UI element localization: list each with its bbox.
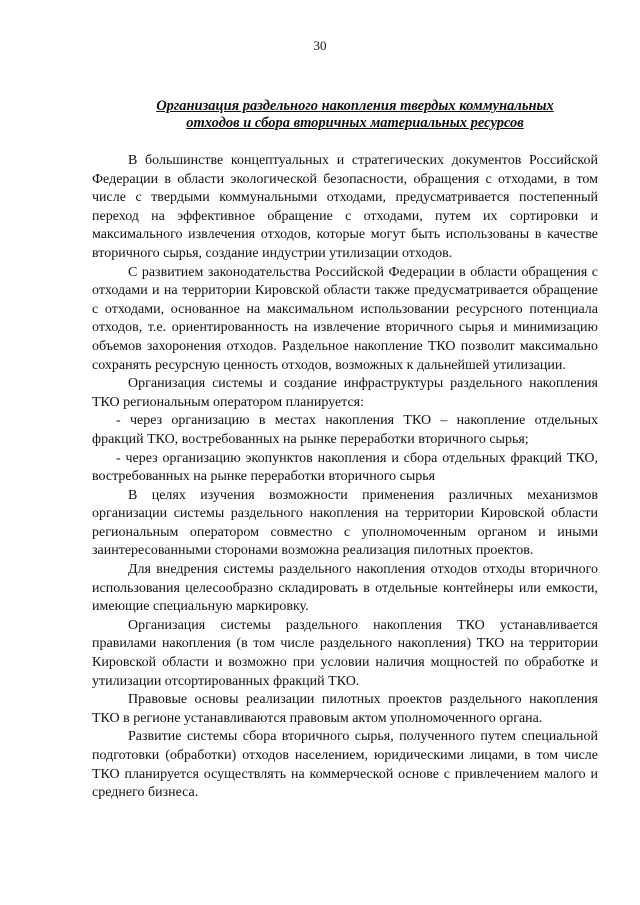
section-title-line-2: отходов и сбора вторичных материальных ресурсов xyxy=(186,115,524,131)
paragraph-infrastructure: Организация системы и создание инфраструктуры раздельного накопления ТКО региональным оператором планируется: xyxy=(92,376,598,410)
section-title-line-1: Организация раздельного накопления твердых коммунальных xyxy=(156,98,554,114)
section-title xyxy=(120,98,590,132)
paragraph-legal-basis: Правовые основы реализации пилотных проектов раздельного накопления ТКО в регионе устанавливаются правовым актом уполномоченного органа. xyxy=(92,692,598,726)
paragraph-intro: В большинстве концептуальных и стратегических документов Российской Федерации в области экологической безопасности, обращения с отходами, в том числе с твердыми коммунальными отходами, предусматривается постепенный переход на эффективное обращение с отходами, путем их сортировки и максимального извлечения отходов, которые могут быть использованы в качестве вторичного сырья, создание индустрии утилизации отходов. xyxy=(92,153,598,261)
list-item-collection-sites: - через организацию в местах накопления ТКО – накопление отдельных фракций ТКО, востребованных на рынке переработки вторичного сырья; xyxy=(92,413,598,447)
paragraph-legislation: С развитием законодательства Российской Федерации в области обращения с отходами и на территории Кировской области также предусматривается обращение с отходами, основанное на максимальном использовании ресурсного потенциала отходов, т.е. ориентированность на извлечение вторичного сырья и минимизацию объемов захоронения отходов. Раздельное накопление ТКО позволит максимально сохранять ресурсную ценность отходов, возможных к дальнейшей утилизации. xyxy=(92,264,598,373)
paragraph-pilot-projects: В целях изучения возможности применения различных механизмов организации системы раздельного накопления на территории Кировской области региональным оператором совместно с уполномоченным органом и иными заинтересованными сторонами возможна реализация пилотных проектов. xyxy=(92,487,598,559)
paragraph-secondary-raw: Развитие системы сбора вторичного сырья, полученного путем специальной подготовки (обработки) отходов населением, юридическими лицами, в том числе ТКО планируется осуществлять на коммерческой основе с привлечением малого и среднего бизнеса. xyxy=(92,729,598,801)
page-number: 30 xyxy=(313,38,327,53)
list-item-eco-points: - через организацию экопунктов накопления и сбора отдельных фракций ТКО, востребованных на рынке переработки вторичного сырья xyxy=(92,450,598,485)
paragraph-rules: Организация системы раздельного накопления ТКО устанавливается правилами накопления (в том числе раздельного накопления) ТКО на территории Кировской области и возможно при условии наличия мощностей по обработке и утилизации отсортированных фракций ТКО. xyxy=(92,617,598,689)
body-text xyxy=(92,152,598,803)
paragraph-containers: Для внедрения системы раздельного накопления отходов отходы вторичного использования целесообразно складировать в отдельные контейнеры или емкости, имеющие специальную маркировку. xyxy=(92,562,598,615)
